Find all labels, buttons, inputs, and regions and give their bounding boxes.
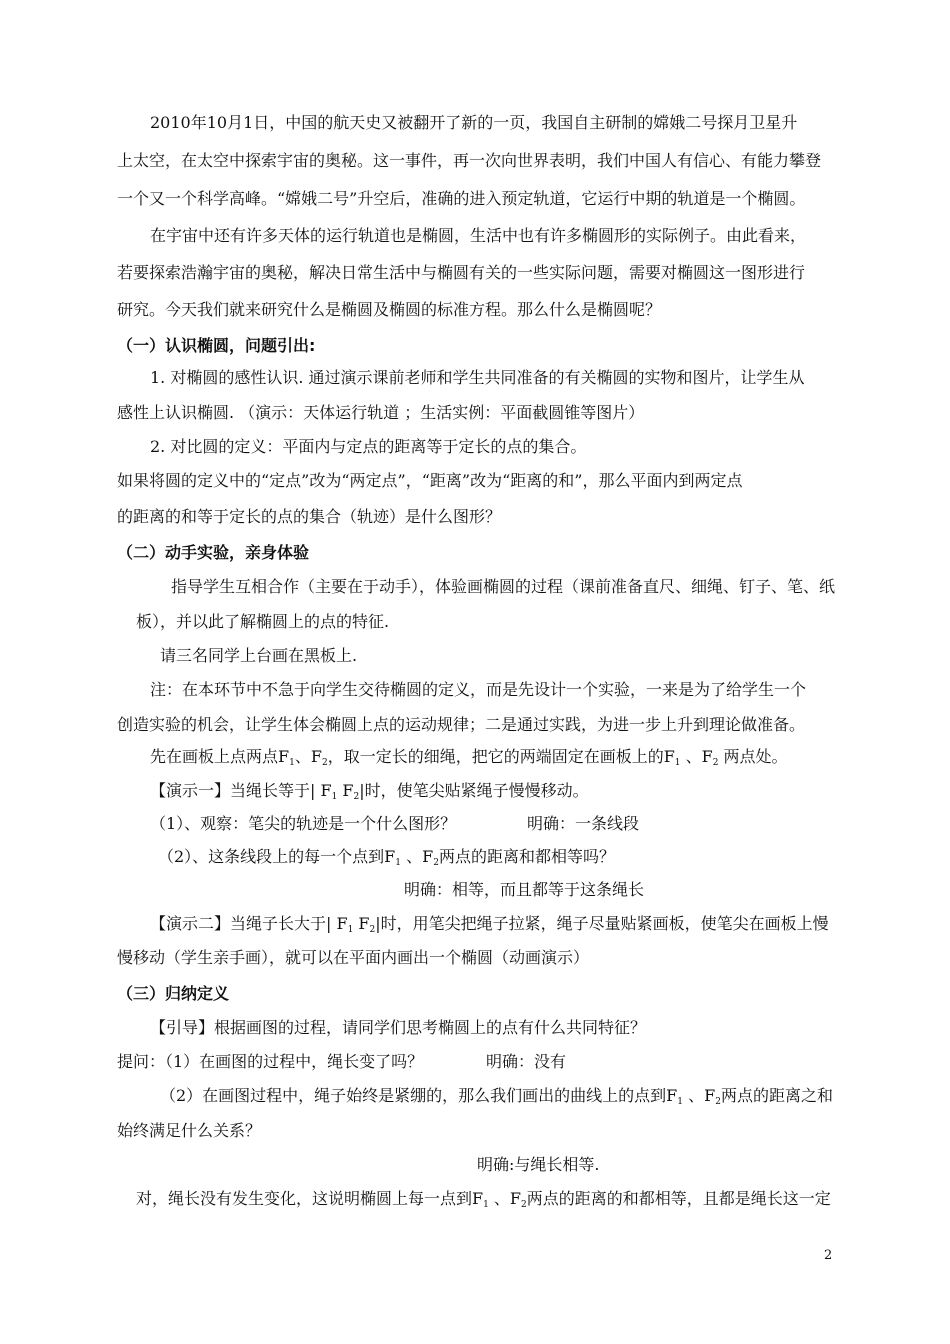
section2-step: 先在画板上点两点$F_1$、$F_2$，取一定长的细绳，把它的两端固定在画板上的$F_1$ 、$F_2$ 两点处。 xyxy=(150,747,788,768)
section2-answer1: 明确：一条线段 xyxy=(527,814,640,833)
section3-question2-line2: 始终满足什么关系？ xyxy=(117,1121,262,1140)
section2-guide-line1: 指导学生互相合作（主要在于动手），体验画椭圆的过程（课前准备直尺、细绳、钉子、笔、纸 xyxy=(171,577,836,596)
section2-invite: 请三名同学上台画在黑板上. xyxy=(160,646,358,665)
section1-item2: 2. 对比圆的定义：平面内与定点的距离等于定长的点的集合。 xyxy=(150,437,587,456)
section2-note-line1: 注：在本环节中不急于向学生交待椭圆的定义，而是先设计一个实验，一来是为了给学生一个 xyxy=(150,680,807,699)
section3-question1: 提问：（1）在画图的过程中，绳长变了吗？ xyxy=(117,1052,424,1071)
intro-line-3: 一个又一个科学高峰。“嫦娥二号”升空后，准确的进入预定轨道，它运行中期的轨道是一个椭圆。 xyxy=(117,189,806,208)
para2-line-2: 若要探索浩瀚宇宙的奥秘，解决日常生活中与椭圆有关的一些实际问题，需要对椭圆这一图形进行 xyxy=(117,263,806,282)
section1-item1-line1: 1. 对椭圆的感性认识. 通过演示课前老师和学生共同准备的有关椭圆的实物和图片，让学生从 xyxy=(150,368,805,387)
section1-heading: （一）认识椭圆，问题引出: xyxy=(117,336,316,355)
intro-line-2: 上太空，在太空中探索宇宙的奥秘。这一事件，再一次向世界表明，我们中国人有信心、有能力攀登 xyxy=(117,151,822,170)
section3-heading: （三）归纳定义 xyxy=(117,984,230,1003)
section2-observe1: （1）、观察：笔尖的轨迹是一个什么图形？ xyxy=(150,814,457,833)
para2-line-1: 在宇宙中还有许多天体的运行轨道也是椭圆，生活中也有许多椭圆形的实际例子。由此看来， xyxy=(150,226,807,245)
section2-answer2: 明确：相等，而且都等于这条绳长 xyxy=(404,880,645,899)
section2-guide-line2: 板），并以此了解椭圆上的点的特征. xyxy=(136,612,390,631)
section1-item1-line2: 感性上认识椭圆. （演示：天体运行轨道 ；生活实例：平面截圆锥等图片） xyxy=(117,403,645,422)
page-number: 2 xyxy=(824,1248,833,1263)
section3-question1-answer: 明确：没有 xyxy=(486,1052,567,1071)
section2-observe2: （2）、这条线段上的每一个点到$F_1$ 、$F_2$两点的距离和都相等吗？ xyxy=(158,847,615,868)
section3-guide: 【引导】根据画图的过程，请同学们思考椭圆上的点有什么共同特征？ xyxy=(150,1018,647,1037)
section3-question2: （2）在画图过程中，绳子始终是紧绷的，那么我们画出的曲线上的点到$F_1$ 、$F_2$两点的距离之和 xyxy=(160,1086,833,1107)
intro-line-1: 2010年10月1日，中国的航天史又被翻开了新的一页，我国自主研制的嫦娥二号探月卫星升 xyxy=(150,113,798,132)
section1-question-line2: 的距离的和等于定长的点的集合（轨迹）是什么图形？ xyxy=(117,507,502,526)
para2-line-3: 研究。今天我们就来研究什么是椭圆及椭圆的标准方程。那么什么是椭圆呢？ xyxy=(117,300,662,319)
section2-heading: （二）动手实验，亲身体验 xyxy=(117,543,310,562)
section3-conclusion: 对，绳长没有发生变化，这说明椭圆上每一点到$F_1$ 、$F_2$两点的距离的和都相等，且都是绳长这一定 xyxy=(136,1189,831,1210)
section2-demo2: 【演示二】当绳子长大于| $F_1$ $F_2|$时，用笔尖把绳子拉紧，绳子尽量贴紧画板，使笔尖在画板上慢 xyxy=(150,914,829,935)
section2-note-line2: 创造实验的机会，让学生体会椭圆上点的运动规律；二是通过实践，为进一步上升到理论做准备。 xyxy=(117,715,806,734)
section2-demo2-line2: 慢移动（学生亲手画），就可以在平面内画出一个椭圆（动画演示） xyxy=(117,948,590,967)
section1-question-line1: 如果将圆的定义中的“定点”改为“两定点”，“距离”改为“距离的和”，那么平面内到两定点 xyxy=(117,471,743,490)
section3-question2-answer: 明确:与绳长相等. xyxy=(477,1155,600,1174)
section2-demo1: 【演示一】当绳长等于| $F_1$ $F_2|$时，使笔尖贴紧绳子慢慢移动。 xyxy=(150,781,589,802)
